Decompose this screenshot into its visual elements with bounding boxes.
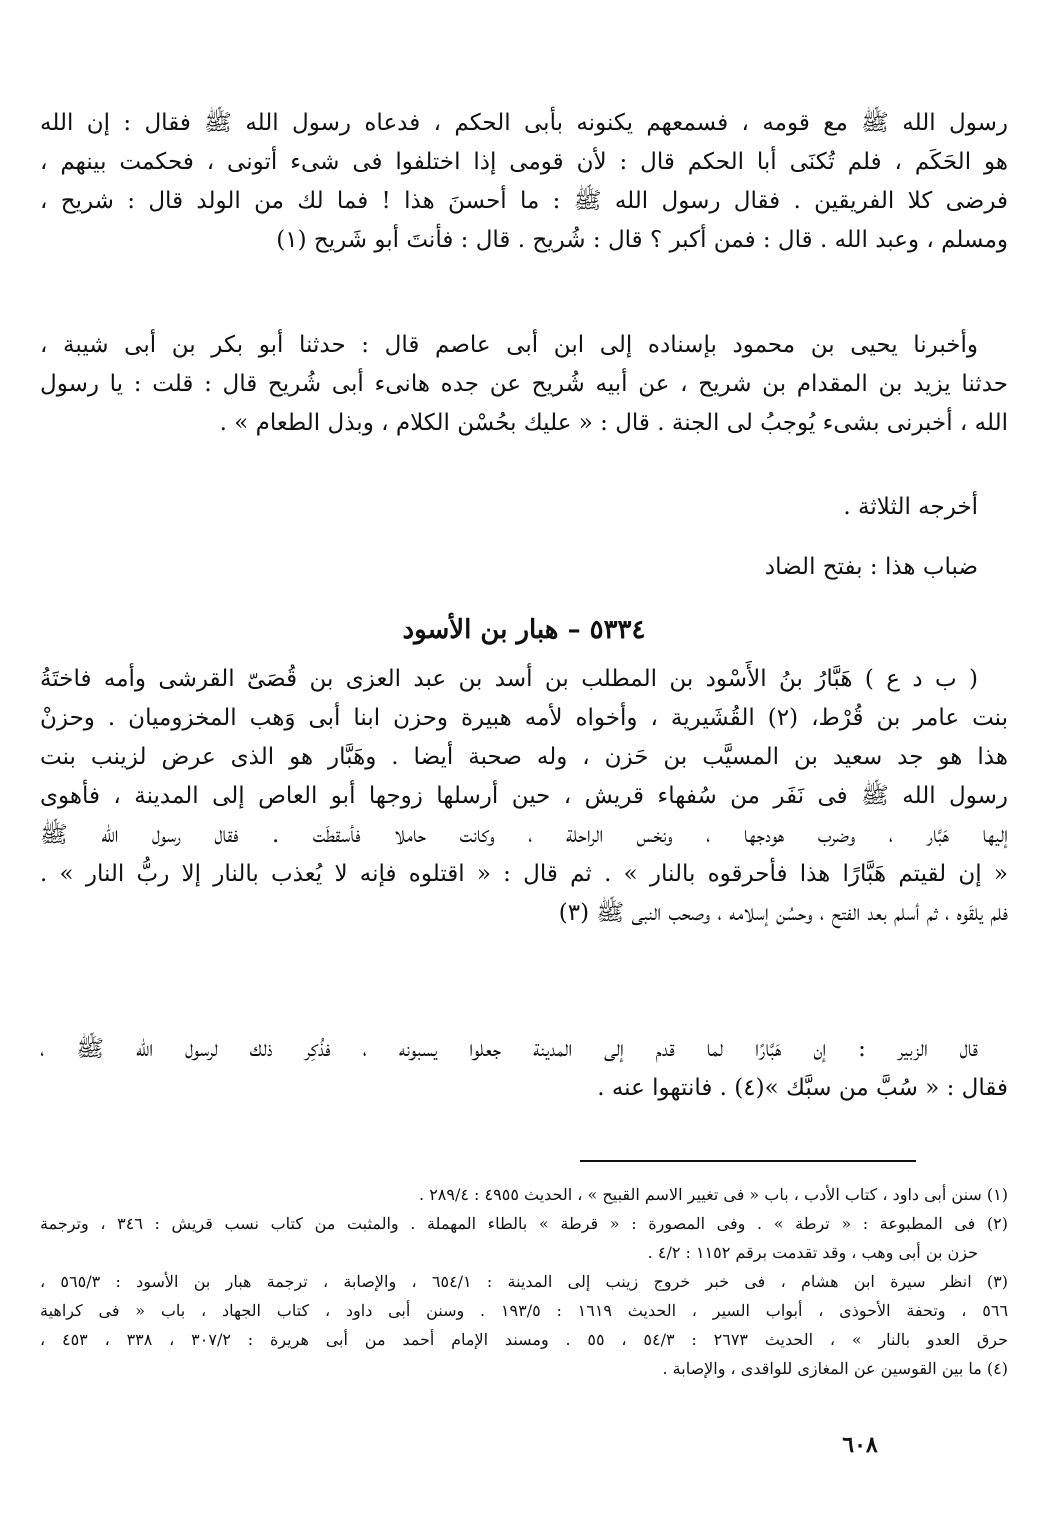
footnote-line: (٢) فى المطبوعة : « ترطة » . وفى المصورة : « قرطة » بالطاء المهملة . والمثبت من كتاب نسب قريش : ٣٤٦ ، وترجمة	[40, 1214, 1008, 1233]
text-line: فرضى كلا الفريقين . فقال رسول الله ﷺ : ما أحسنَ هذا ! فما لك من الولد قال : شريح ،	[40, 188, 1008, 214]
text-line: ( ب د ع ) هَبَّارُ بنُ الأَسْود بن المطلب بن أسد بن عبد العزى بن قُصَىّ القرشى وأمه فاختَةُ	[40, 666, 978, 692]
text-line: إليها هَبَّار ، وضرب هودجها ، ونخس الراحلة ، وكانت حاملا فأسقطَت . فقال رسول الله ﷺ	[40, 822, 1008, 848]
entry-heading: ٥٣٣٤ – هبار بن الأسود	[402, 615, 646, 645]
footnotes	[40, 1180, 1008, 1383]
footnote-line: ٥٦٦ ، وتحفة الأحوذى ، أبواب السير ، الحديث ١٦١٩ : ١٩٣/٥ . وسنن أبى داود ، كتاب الجهاد ، باب « فى كراهية	[40, 1301, 1008, 1320]
paragraph-3	[40, 488, 1008, 527]
page-number: ٦٠٨	[842, 1432, 878, 1458]
paragraph-2	[40, 326, 1008, 443]
footnote-line: (٣) انظر سيرة ابن هشام ، فى خبر خروج زينب إلى المدينة : ٦٥٤/١ ، والإصابة ، ترجمة هبار بن الأسود : ٥٦٥/٣ ،	[40, 1272, 1008, 1291]
paragraph-4	[40, 548, 1008, 587]
paragraph-1	[40, 104, 1008, 260]
text-line: فلم يلقَوه ، ثم أسلم بعد الفتح ، وحسُن إسلامه ، وصحب النبى ﷺ (٣)	[558, 900, 1008, 926]
paragraph-5	[40, 660, 1008, 933]
footnote-line: (١) سنن أبى داود ، كتاب الأدب ، باب « فى تغيير الاسم القبيح » ، الحديث ٤٩٥٥ : ٢٨٩/٤ .	[419, 1185, 1008, 1204]
text-line: رسول الله ﷺ فى نَفَر من سُفهاء قريش ، حين أرسلها زوجها أبو العاص إلى المدينة ، فأهوى	[40, 783, 1008, 809]
text-line: ومسلم ، وعبد الله . قال : فمن أكبر ؟ قال : شُريح . قال : فأنتَ أبو شَريح (١)	[276, 227, 1008, 253]
footnote-line: (٤) ما بين القوسين عن المغازى للواقدى ، والإصابة .	[662, 1359, 1008, 1378]
text-line: هو الحَكَم ، فلم تُكنَى أبا الحكم قال : لأن قومى إذا اختلفوا فى شىء أتونى ، فحكمت بينهم ،	[40, 149, 1008, 175]
footnote-line: حرق العدو بالنار » ، الحديث ٢٦٧٣ : ٥٤/٣ ، ٥٥ . ومسند الإمام أحمد من أبى هريرة : ٣٠٧/٢ ، ٣٣٨ ، ٤٥٣ ،	[40, 1330, 1008, 1349]
text-line: أخرجه الثلاثة .	[843, 494, 978, 520]
text-line: رسول الله ﷺ مع قومه ، فسمعهم يكنونه بأبى الحكم ، فدعاه رسول الله ﷺ فقال : إن الله	[40, 110, 1008, 136]
paragraph-6	[40, 1030, 1008, 1108]
text-line: « إن لقيتم هَبَّارًا هذا فأحرقوه بالنار » . ثم قال : « اقتلوه فإنه لا يُعذب بالنار إلا ربُّ النار » .	[40, 861, 1008, 887]
text-line: بنت عامر بن قُرْط، (٢) القُشَيرية ، وأخواه لأمه هبيرة وحزن ابنا أبى وَهب المخزوميان . وحزنْ	[40, 705, 1008, 731]
text-line: ضباب هذا : بفتح الضاد	[764, 554, 978, 580]
text-line: قال الزبير : إن هَبَّارًا لما قدم إلى المدينة جعلوا يسبونه ، فذُكِر ذلك لرسول الله ﷺ ،	[40, 1036, 978, 1062]
text-line: فقال : « سُبَّ من سبَّك »(٤) . فانتهوا عنه .	[597, 1075, 1008, 1101]
text-line: هذا هو جد سعيد بن المسيَّب بن حَزن ، وله صحبة أيضا . وهَبَّار هو الذى عرض لزينب بنت	[40, 744, 1008, 770]
footnote-line: حزن بن أبى وهب ، وقد تقدمت برقم ١١٥٢ : ٤/٢ .	[647, 1243, 978, 1262]
text-line: الله ، أخبرنى بشىء يُوجبُ لى الجنة . قال : « عليك بحُسْن الكلام ، وبذل الطعام » .	[219, 410, 1008, 436]
text-line: وأخبرنا يحيى بن محمود بإسناده إلى ابن أبى عاصم قال : حدثنا أبو بكر بن أبى شيبة ،	[40, 332, 978, 358]
footnote-divider	[580, 1160, 916, 1162]
text-line: حدثنا يزيد بن المقدام بن شريح ، عن أبيه شُريح عن جده هانىء أبى شُريح قال : قلت : يا رسول	[40, 371, 1008, 397]
